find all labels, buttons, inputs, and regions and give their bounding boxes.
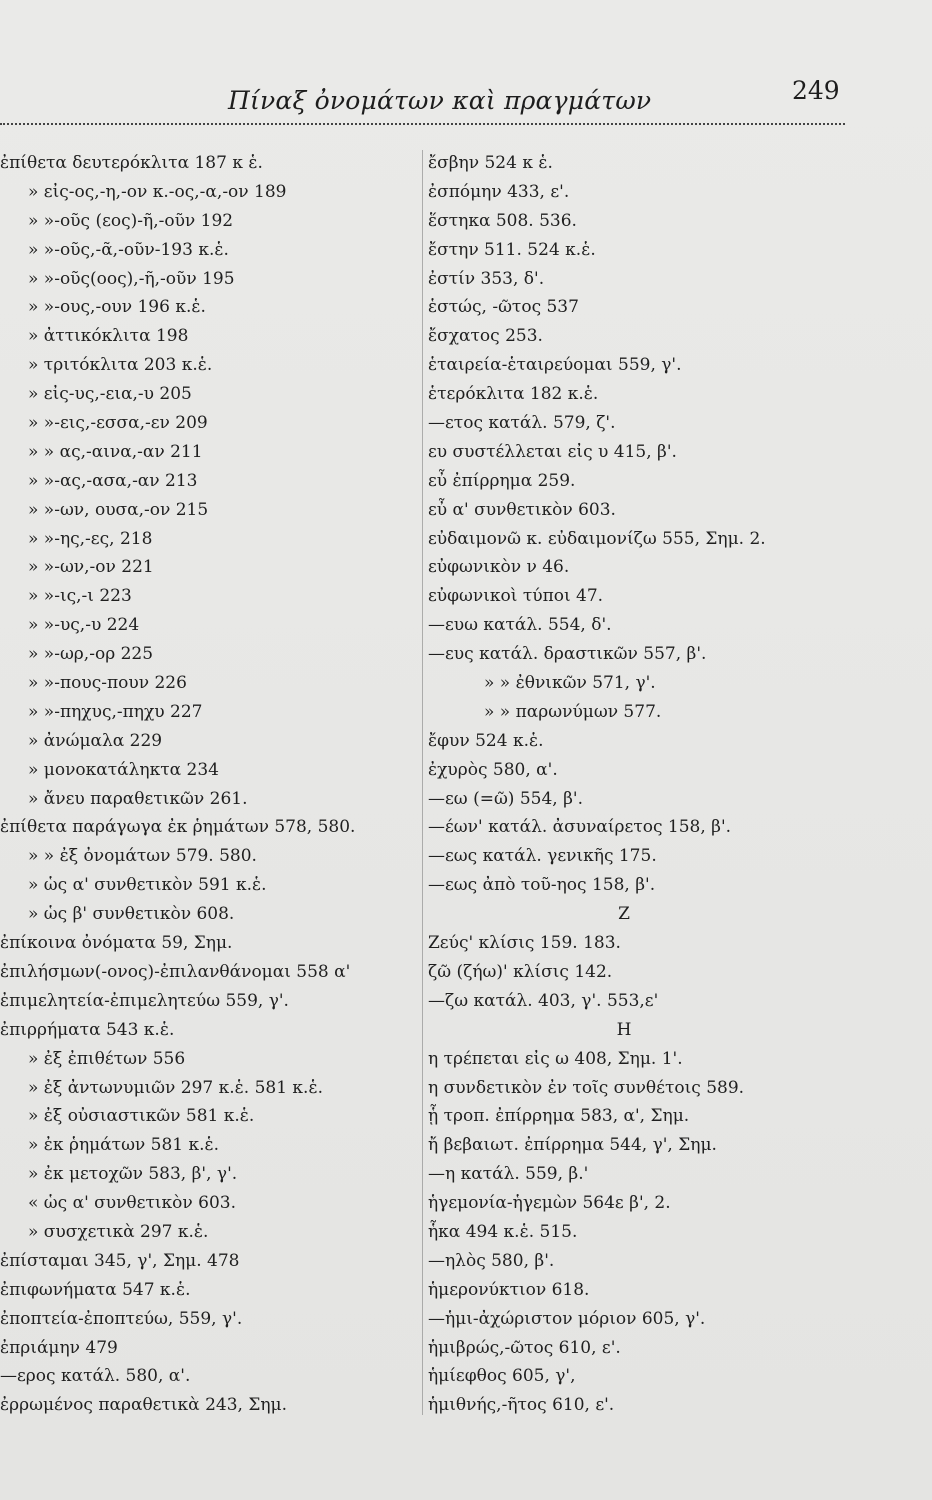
section-letter: Ζ [618, 904, 630, 925]
index-entry: ἐπιφωνήματα 547 κ.ἑ. [0, 1279, 191, 1300]
index-entry: ἤ βεβαιωτ. ἐπίρρημα 544, γ', Σημ. [428, 1135, 717, 1156]
index-entry: » ἀττικόκλιτα 198 [28, 326, 189, 347]
left-index-column [0, 149, 430, 1420]
index-entry: εὐφωνικοὶ τύποι 47. [428, 586, 604, 607]
index-entry: —ζω κατάλ. 403, γ'. 553,ε' [428, 990, 659, 1011]
index-entry: —ἡμι-ἀχώριστον μόριον 605, γ'. [428, 1308, 706, 1329]
index-entry: « ὡς α' συνθετικὸν 603. [28, 1193, 236, 1214]
index-entry: » » παρωνύμων 577. [484, 701, 662, 722]
index-entry: ἕστηκα 508. 536. [428, 210, 577, 231]
index-entry: » ἐξ οὐσιαστικῶν 581 κ.ἑ. [28, 1106, 255, 1127]
index-entry: —εως κατάλ. γενικῆς 175. [428, 846, 657, 867]
index-entry: » εἰς-ος,-η,-ον κ.-ος,-α,-ον 189 [28, 181, 287, 202]
index-entry: » » ας,-αινα,-αν 211 [28, 441, 203, 462]
index-entry: » » ἐθνικῶν 571, γ'. [484, 673, 656, 694]
index-entry: ἐπιρρήματα 543 κ.ἑ. [0, 1019, 175, 1040]
index-entry: » ἐξ ἐπιθέτων 556 [28, 1048, 186, 1069]
index-entry: ἐρρωμένος παραθετικὰ 243, Σημ. [0, 1395, 287, 1416]
index-entry: ἡμερονύκτιον 618. [428, 1279, 590, 1300]
index-entry: —η κατάλ. 559, β.' [428, 1164, 589, 1185]
header-dotted-rule [0, 123, 845, 125]
index-entry: ἧκα 494 κ.ἑ. 515. [428, 1221, 578, 1242]
index-entry: ἡγεμονία-ἡγεμὼν 564ε β', 2. [428, 1193, 671, 1214]
index-entry: ἐπιλήσμων(-ονος)-ἐπιλανθάνομαι 558 α' [0, 961, 351, 982]
index-entry: εὖ ἐπίρρημα 259. [428, 470, 576, 491]
index-entry: » »-οῦς (εος)-ῆ,-οῦν 192 [28, 210, 234, 231]
index-entry: —έων' κατάλ. ἀσυναίρετος 158, β'. [428, 817, 732, 838]
index-entry: » ἐξ ἀντωνυμιῶν 297 κ.ἑ. 581 κ.ἑ. [28, 1077, 323, 1098]
index-entry: —ηλὸς 580, β'. [428, 1250, 555, 1271]
index-entry: » ὡς β' συνθετικὸν 608. [28, 904, 235, 925]
page-header [0, 72, 932, 122]
index-entry: » » ἐξ ὀνομάτων 579. 580. [28, 846, 257, 867]
index-entry: ἐσπόμην 433, ε'. [428, 181, 570, 202]
index-entry: » ὡς α' συνθετικὸν 591 κ.ἑ. [28, 875, 267, 896]
index-entry: » συσχετικὰ 297 κ.ἑ. [28, 1221, 209, 1242]
index-entry: » εἰς-υς,-εια,-υ 205 [28, 384, 192, 405]
index-entry: ἑστώς, -ῶτος 537 [428, 297, 579, 318]
index-entry: » ἐκ ῥημάτων 581 κ.ἑ. [28, 1135, 220, 1156]
index-entry: » »-υς,-υ 224 [28, 615, 140, 636]
index-entry: —ετος κατάλ. 579, ζ'. [428, 413, 616, 434]
section-letter: Η [616, 1019, 632, 1040]
index-entry: » »-ους,-ουν 196 κ.ἑ. [28, 297, 206, 318]
index-entry: —εω (=ῶ) 554, β'. [428, 788, 584, 809]
index-entry: ἑτερόκλιτα 182 κ.ἑ. [428, 384, 599, 405]
index-entry: ἑταιρεία-ἑταιρεύομαι 559, γ'. [428, 355, 682, 376]
index-entry: ἐπίσταμαι 345, γ', Σημ. 478 [0, 1250, 240, 1271]
index-entry: —ευω κατάλ. 554, δ'. [428, 615, 612, 636]
index-entry: » »-ης,-ες, 218 [28, 528, 153, 549]
index-entry: ἐπίκοινα ὀνόματα 59, Σημ. [0, 933, 233, 954]
index-entry: » ἐκ μετοχῶν 583, β', γ'. [28, 1164, 238, 1185]
index-entry: » »-πηχυς,-πηχυ 227 [28, 701, 203, 722]
index-entry: ἔσχατος 253. [428, 326, 543, 347]
index-entry: ἔστην 511. 524 κ.ἑ. [428, 239, 596, 260]
index-entry: —εως ἀπὸ τοῦ-ηος 158, β'. [428, 875, 656, 896]
page-number: 249 [792, 76, 840, 105]
index-entry: » »-ων,-ον 221 [28, 557, 154, 578]
index-entry: εὐδαιμονῶ κ. εὐδαιμονίζω 555, Σημ. 2. [428, 528, 766, 549]
index-entry: » »-πους-πουν 226 [28, 673, 187, 694]
column-divider [422, 150, 423, 1415]
index-entry: ἔσβην 524 κ ἑ. [428, 153, 553, 173]
index-entry: ἐπιμελητεία-ἐπιμελητεύω 559, γ'. [0, 990, 289, 1011]
index-entry: —ευς κατάλ. δραστικῶν 557, β'. [428, 644, 707, 665]
running-title: Πίναξ ὀνομάτων καὶ πραγμάτων [228, 86, 652, 115]
index-entry: —ερος κατάλ. 580, α'. [0, 1366, 191, 1387]
index-entry: Ζεύς' κλίσις 159. 183. [428, 933, 621, 954]
index-entry: ἐστίν 353, δ'. [428, 268, 545, 289]
index-entry: ἐπριάμην 479 [0, 1337, 118, 1358]
index-entry: » »-οῦς(οος),-ῆ,-οῦν 195 [28, 268, 235, 289]
index-entry: » »-ωρ,-ορ 225 [28, 644, 154, 665]
index-entry: ἐχυρὸς 580, α'. [428, 759, 558, 780]
index-entry: ἡμίεφθος 605, γ', [428, 1366, 576, 1387]
index-entry: ευ συστέλλεται εἰς υ 415, β'. [428, 441, 677, 462]
index-entry: » μονοκατάληκτα 234 [28, 759, 219, 780]
index-entry: » ἀνώμαλα 229 [28, 730, 163, 751]
index-entry: ζῶ (ζήω)' κλίσις 142. [428, 961, 613, 982]
index-entry: » »-ις,-ι 223 [28, 586, 132, 607]
index-entry: ἐπίθετα δευτερόκλιτα 187 κ ἑ. [0, 153, 263, 173]
index-entry: ἔφυν 524 κ.ἑ. [428, 730, 544, 751]
index-entry: » »-ων, ουσα,-ον 215 [28, 499, 209, 520]
index-entry: ἡμιθνής,-ῆτος 610, ε'. [428, 1395, 615, 1416]
index-entry: ἡμιβρώς,-ῶτος 610, ε'. [428, 1337, 621, 1358]
index-entry: ἐπίθετα παράγωγα ἐκ ῥημάτων 578, 580. [0, 817, 356, 838]
index-entry: ᾗ τροπ. ἐπίρρημα 583, α', Σημ. [428, 1106, 690, 1127]
index-entry: » »-οῦς,-ᾶ,-οῦν-193 κ.ἑ. [28, 239, 229, 260]
index-entry: η τρέπεται εἰς ω 408, Σημ. 1'. [428, 1048, 683, 1069]
index-entry: » τριτόκλιτα 203 κ.ἑ. [28, 355, 213, 376]
right-index-column [428, 149, 928, 1420]
index-entry: » »-εις,-εσσα,-εν 209 [28, 413, 208, 434]
index-entry: » »-ας,-ασα,-αν 213 [28, 470, 198, 491]
index-entry: » ἄνευ παραθετικῶν 261. [28, 788, 248, 809]
index-entry: η συνδετικὸν ἐν τοῖς συνθέτοις 589. [428, 1077, 745, 1098]
index-entry: εὖ α' συνθετικὸν 603. [428, 499, 616, 520]
index-entry: εὐφωνικὸν ν 46. [428, 557, 570, 578]
index-entry: ἐποπτεία-ἐποπτεύω, 559, γ'. [0, 1308, 243, 1329]
